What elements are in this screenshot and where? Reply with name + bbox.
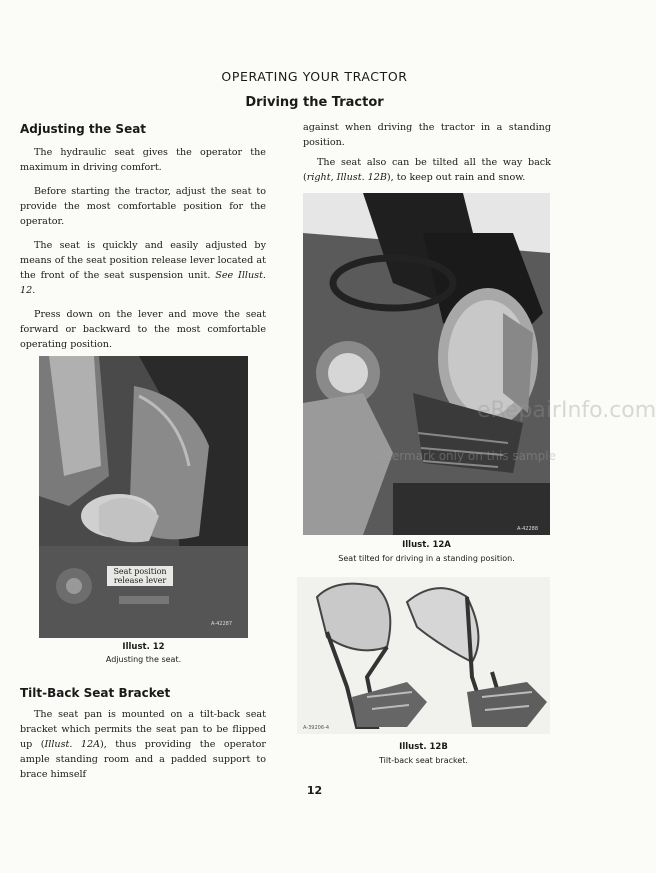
fig12b-number: Illust. 12B: [399, 742, 448, 752]
illustration-12-photo: [39, 356, 248, 638]
page-subtitle: Driving the Tractor: [245, 95, 384, 110]
left-column-text: [20, 145, 266, 352]
section-title-adjusting-seat: Adjusting the Seat: [20, 122, 147, 136]
paragraph-against-driving: against when driving the tractor in a standing position.: [303, 122, 551, 148]
paragraph-before-starting: Before starting the tractor, adjust the seat to provide the most comfortable position for the operator.: [20, 186, 266, 227]
fig12-code: A-42287: [211, 621, 233, 627]
paragraph-release-lever: [20, 238, 266, 298]
fig12a-caption: Seat tilted for driving in a standing position.: [338, 554, 515, 563]
paragraph-seat-pan-b: ), thus providing the operator ample standing room and a padded support to brace himself: [20, 739, 266, 780]
paragraph-hydraulic-seat: The hydraulic seat gives the operator the maximum in driving comfort.: [20, 147, 266, 173]
paragraph-release-lever-ref: See Illust. 12.: [20, 270, 266, 296]
illustration-12b-photo: [297, 577, 550, 734]
paragraph-seat-pan-ref: Illust. 12A: [44, 739, 100, 750]
fig12b-code: A-39206-4: [303, 725, 330, 731]
fig12a-number: Illust. 12A: [402, 540, 451, 550]
watermark-site: eRepairInfo.com: [477, 398, 656, 423]
fig12-number: Illust. 12: [122, 642, 165, 652]
fig12-caption: Adjusting the seat.: [105, 655, 182, 664]
paragraph-tilted-back: [303, 155, 551, 185]
fig12b-caption: Tilt-back seat bracket.: [379, 756, 468, 765]
paragraph-tilted-back-ref: right, Illust. 12B: [306, 172, 387, 183]
paragraph-release-lever-text: The seat is quickly and easily adjusted by means of the seat position release lever located at the front of the seat suspension unit.: [20, 240, 266, 281]
standing-driver-image: [303, 193, 550, 535]
left-column-text-2: [20, 707, 266, 782]
seat-adjust-image: [39, 356, 248, 638]
page-header: OPERATING YOUR TRACTOR: [221, 69, 408, 84]
paragraph-tilted-back-b: ), to keep out rain and snow.: [386, 172, 526, 183]
fig12a-code: A-42288: [517, 526, 539, 532]
paragraph-seat-pan-a: The seat pan is mounted on a tilt-back seat bracket which permits the seat pan to be flipped up (: [20, 709, 266, 750]
page-number: 12: [306, 784, 323, 797]
paragraph-seat-pan: [20, 707, 266, 782]
paragraph-press-lever: Press down on the lever and move the seat forward or backward to the most comfortable operating position.: [20, 309, 266, 350]
watermark-note: watermark only on this sample: [370, 449, 557, 463]
paragraph-tilted-back-a: The seat also can be tilted all the way back (: [303, 157, 551, 183]
tilt-back-bracket-image: [297, 577, 550, 734]
section-title-tilt-back: Tilt-Back Seat Bracket: [20, 686, 171, 700]
seat-position-label: Seat position release lever: [107, 566, 173, 586]
illustration-12a-photo: [303, 193, 550, 535]
right-column-text: [303, 120, 551, 185]
